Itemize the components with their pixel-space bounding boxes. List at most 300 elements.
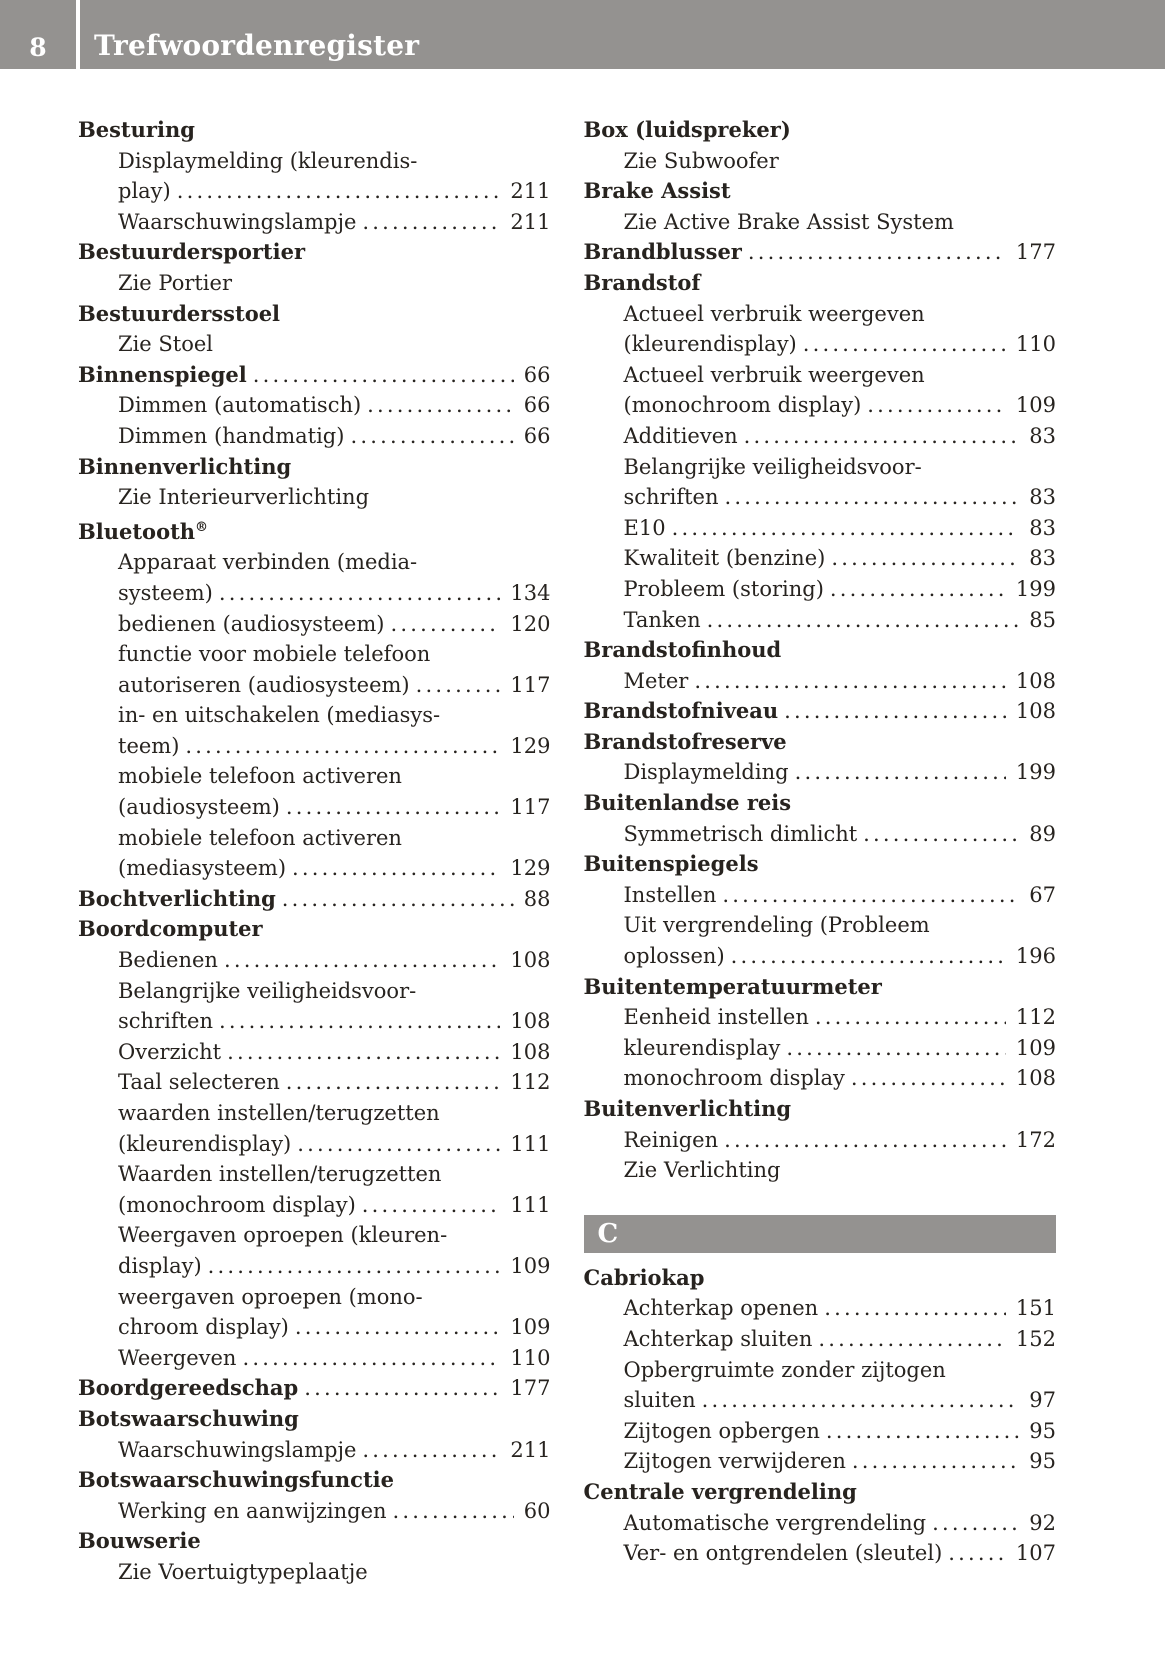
page-ref: 151 (1015, 1296, 1056, 1321)
index-headword (584, 1263, 1057, 1294)
dot-leader (748, 237, 1006, 268)
page-ref: 66 (523, 423, 551, 448)
entry-line (78, 1282, 551, 1313)
dot-leader (824, 1293, 1006, 1324)
entry-text: Displaymelding (623, 760, 789, 785)
dot-leader (707, 605, 1020, 636)
entry-text: display) (118, 1253, 202, 1278)
dot-leader (932, 1508, 1019, 1539)
dot-leader (786, 1033, 1006, 1064)
entry-line (584, 390, 1057, 421)
entry-text: bedienen (audiosysteem) (118, 611, 385, 636)
page-ref: 109 (510, 1315, 551, 1340)
entry-line (78, 360, 551, 391)
entry-line (78, 1006, 551, 1037)
index-headword (78, 237, 551, 268)
index-subentry (584, 452, 1057, 513)
dot-leader (416, 670, 501, 701)
entry-line (78, 452, 551, 483)
entry-text: Waarschuwingslampje (118, 1437, 357, 1462)
entry-text: Actueel verbruik weergeven (623, 362, 925, 387)
index-subentry (78, 1159, 551, 1220)
entry-line (78, 1220, 551, 1251)
page-ref: 67 (1029, 882, 1056, 907)
entry-text: Additieven (623, 423, 738, 448)
index-headword (78, 914, 551, 945)
entry-text: Waarden instellen/terugzetten (118, 1162, 442, 1187)
entry-line (584, 849, 1057, 880)
page-ref: 129 (510, 856, 551, 881)
index-headword (584, 1477, 1057, 1508)
index-headword (584, 727, 1057, 758)
section-letter-bar (584, 1215, 1057, 1253)
dot-leader (852, 1446, 1019, 1477)
entry-text: Belangrijke veiligheidsvoor- (623, 454, 922, 479)
entry-line (78, 1557, 551, 1588)
dot-leader (350, 421, 513, 452)
entry-line (584, 360, 1057, 391)
page-ref: 83 (1029, 485, 1056, 510)
entry-text: mobiele telefoon activeren (118, 764, 402, 789)
entry-text: waarden instellen/terugzetten (118, 1101, 440, 1125)
entry-text: Probleem (storing) (623, 576, 824, 601)
entry-line (78, 513, 551, 548)
index-subentry (584, 299, 1057, 360)
page-ref: 83 (1029, 546, 1056, 571)
index-subentry (78, 547, 551, 608)
entry-text: Binnenspiegel (78, 361, 247, 387)
index-subentry (78, 823, 551, 884)
page-ref: 111 (510, 1192, 551, 1217)
entry-line (78, 1129, 551, 1160)
page-ref: 66 (523, 393, 551, 418)
page-ref: 199 (1015, 760, 1056, 785)
dot-leader (177, 176, 501, 207)
entry-line (78, 1190, 551, 1221)
entry-text: Zie Voertuigtypeplaatje (118, 1559, 368, 1584)
entry-line (584, 972, 1057, 1003)
entry-text: chroom display) (118, 1315, 289, 1340)
entry-line (584, 115, 1057, 146)
page-ref: 134 (510, 580, 551, 605)
entry-line (78, 914, 551, 945)
dot-leader (851, 1063, 1006, 1094)
entry-text: systeem) (118, 580, 213, 605)
index-subentry (584, 360, 1057, 421)
index-subentry (78, 761, 551, 822)
registered-trademark-symbol: ® (195, 519, 209, 535)
index-headword (78, 299, 551, 330)
index-subentry (78, 421, 551, 452)
page-ref: 117 (510, 795, 551, 820)
entry-text: sluiten (623, 1388, 696, 1413)
entry-line (78, 421, 551, 452)
index-subentry (78, 1067, 551, 1098)
entry-text: Bochtverlichting (78, 885, 276, 911)
page-ref: 152 (1015, 1326, 1056, 1351)
index-subentry (584, 1446, 1057, 1477)
entry-line (584, 299, 1057, 330)
page-ref: 66 (523, 362, 551, 387)
entry-line (584, 237, 1057, 268)
entry-line (78, 1465, 551, 1496)
index-headword (584, 849, 1057, 880)
entry-text: Meter (623, 668, 689, 693)
index-subentry (584, 1508, 1057, 1539)
page-ref: 211 (510, 1437, 551, 1462)
entry-line (78, 146, 551, 177)
dot-leader (208, 1251, 501, 1282)
entry-line (78, 1037, 551, 1068)
index-subentry (584, 1538, 1057, 1569)
entry-text: Brandstofreserve (583, 728, 787, 754)
entry-line (584, 788, 1057, 819)
dot-leader (784, 696, 1006, 727)
entry-text: Brandblusser (583, 239, 742, 265)
entry-text: functie voor mobiele telefoon (118, 642, 431, 667)
entry-text: schriften (623, 485, 719, 510)
entry-text: Zie Interieurverlichting (118, 485, 370, 510)
entry-text: Botswaarschuwingsfunctie (78, 1467, 395, 1493)
entry-text: Displaymelding (kleurendis- (118, 148, 418, 173)
index-subentry (78, 268, 551, 299)
entry-line (78, 1098, 551, 1129)
entry-text: oplossen) (623, 944, 725, 969)
entry-text: Brandstofinhoud (583, 637, 782, 663)
dot-leader (818, 1324, 1006, 1355)
entry-line (78, 1251, 551, 1282)
entry-text: Achterkap sluiten (623, 1326, 813, 1351)
dot-leader (295, 1312, 501, 1343)
index-subentry (78, 390, 551, 421)
entry-line (78, 884, 551, 915)
entry-line (584, 207, 1057, 238)
index-subentry (584, 1355, 1057, 1416)
entry-line (584, 574, 1057, 605)
page-ref: 108 (1015, 699, 1056, 724)
index-headword (78, 360, 551, 391)
index-subentry (584, 207, 1057, 238)
page-ref: 95 (1029, 1449, 1056, 1474)
page-ref: 83 (1029, 515, 1056, 540)
entry-text: Brandstof (583, 269, 701, 295)
dot-leader (948, 1538, 1006, 1569)
index-subentry (584, 605, 1057, 636)
index-subentry (584, 1293, 1057, 1324)
index-headword (78, 1465, 551, 1496)
dot-leader (219, 578, 501, 609)
index-subentry (78, 1435, 551, 1466)
entry-line (78, 945, 551, 976)
entry-text: monochroom display (623, 1066, 845, 1091)
entry-line (584, 1538, 1057, 1569)
entry-line (584, 1508, 1057, 1539)
index-headword (584, 237, 1057, 268)
index-subentry (584, 666, 1057, 697)
entry-text: Dimmen (handmatig) (118, 423, 345, 448)
entry-text: Buitenlandse reis (583, 790, 792, 816)
page-title: Trefwoordenregister (94, 29, 420, 62)
dot-leader (286, 1067, 501, 1098)
entry-line (78, 761, 551, 792)
entry-line (78, 176, 551, 207)
entry-text: Bestuurdersportier (78, 239, 306, 265)
entry-line (584, 1355, 1057, 1386)
entry-text: Zijtogen verwijderen (623, 1449, 846, 1474)
index-headword (584, 1094, 1057, 1125)
index-subentry (584, 1125, 1057, 1156)
entry-text: Bedienen (118, 948, 218, 973)
index-subentry (584, 757, 1057, 788)
entry-line (584, 1263, 1057, 1294)
entry-text: Weergeven (118, 1345, 237, 1370)
entry-line (584, 1385, 1057, 1416)
index-subentry (584, 910, 1057, 971)
entry-line (78, 578, 551, 609)
entry-line (78, 976, 551, 1007)
index-headword (584, 268, 1057, 299)
entry-text: Buitenverlichting (583, 1096, 792, 1121)
entry-text: kleurendisplay (623, 1035, 781, 1060)
entry-line (78, 547, 551, 578)
dot-leader (731, 941, 1006, 972)
entry-text: E10 (623, 515, 666, 540)
entry-text: Buitentemperatuurmeter (583, 973, 882, 999)
entry-line (78, 1312, 551, 1343)
index-subentry (78, 482, 551, 513)
entry-text: Waarschuwingslampje (118, 209, 357, 234)
index-subentry (78, 976, 551, 1037)
entry-line (584, 1293, 1057, 1324)
index-headword (584, 176, 1057, 207)
entry-text: Binnenverlichting (78, 453, 292, 479)
dot-leader (744, 421, 1020, 452)
dot-leader (242, 1343, 500, 1374)
index-subentry (584, 1416, 1057, 1447)
entry-text: Achterkap openen (623, 1296, 819, 1321)
entry-text: Zie Subwoofer (623, 148, 779, 173)
index-subentry (584, 880, 1057, 911)
dot-leader (286, 792, 501, 823)
index-subentry (78, 1282, 551, 1343)
entry-text: Instellen (623, 882, 717, 907)
entry-line (584, 666, 1057, 697)
index-subentry (78, 609, 551, 640)
dot-leader (702, 1385, 1020, 1416)
entry-text: Weergaven oproepen (kleuren- (118, 1223, 448, 1248)
page-ref: 107 (1015, 1541, 1056, 1566)
dot-leader (224, 945, 500, 976)
entry-text: Tanken (623, 607, 701, 632)
page-ref: 172 (1015, 1127, 1056, 1152)
entry-text: play) (118, 179, 171, 204)
index-headword (584, 696, 1057, 727)
entry-line (584, 1094, 1057, 1125)
entry-text: Zie Portier (118, 270, 232, 295)
entry-line (584, 452, 1057, 483)
page-ref: 112 (510, 1070, 551, 1095)
entry-line (584, 421, 1057, 452)
entry-line (78, 1343, 551, 1374)
page-ref: 117 (510, 672, 551, 697)
entry-line (584, 482, 1057, 513)
page-ref: 92 (1029, 1510, 1056, 1535)
dot-leader (304, 1373, 500, 1404)
entry-line (584, 329, 1057, 360)
entry-text: (mediasysteem) (118, 856, 287, 881)
entry-line (78, 700, 551, 731)
index-subentry (78, 1037, 551, 1068)
dot-leader (253, 360, 514, 391)
entry-text: Zie Stoel (118, 332, 214, 357)
index-subentry (584, 1033, 1057, 1064)
entry-line (78, 237, 551, 268)
entry-text: Besturing (78, 117, 195, 142)
dot-leader (803, 329, 1006, 360)
entry-text: (kleurendisplay) (118, 1131, 292, 1156)
page-ref: 108 (1015, 1066, 1056, 1091)
dot-leader (867, 390, 1006, 421)
index-headword (584, 972, 1057, 1003)
entry-text: Zijtogen opbergen (623, 1418, 820, 1443)
entry-line (78, 299, 551, 330)
entry-line (584, 513, 1057, 544)
entry-line (584, 268, 1057, 299)
entry-line (78, 1159, 551, 1190)
entry-text: Reinigen (623, 1127, 719, 1152)
index-subentry (584, 1324, 1057, 1355)
dot-leader (831, 543, 1019, 574)
index-subentry (584, 1063, 1057, 1094)
entry-text: Opbergruimte zonder zijtogen (623, 1357, 946, 1382)
entry-line (78, 639, 551, 670)
dot-leader (815, 1002, 1006, 1033)
page-ref: 120 (510, 611, 551, 636)
dot-leader (672, 513, 1020, 544)
index-subentry (78, 329, 551, 360)
entry-line (584, 727, 1057, 758)
entry-line (584, 1002, 1057, 1033)
index-subentry (78, 945, 551, 976)
entry-line (584, 1416, 1057, 1447)
entry-text: Zie Verlichting (623, 1158, 781, 1183)
entry-text: schriften (118, 1009, 213, 1034)
entry-text: mobiele telefoon activeren (118, 825, 402, 850)
index-subentry (584, 513, 1057, 544)
page-ref: 83 (1029, 423, 1056, 448)
dot-leader (393, 1496, 514, 1527)
index-subentry (78, 207, 551, 238)
entry-text: Ver- en ontgrendelen (sleutel) (623, 1541, 943, 1566)
entry-line (78, 390, 551, 421)
page-ref: 109 (510, 1253, 551, 1278)
entry-text: Bouwserie (78, 1528, 201, 1554)
entry-text: Centrale vergrendeling (583, 1478, 857, 1504)
index-headword (584, 115, 1057, 146)
page-ref: 110 (1015, 332, 1056, 357)
entry-line (78, 1373, 551, 1404)
dot-leader (282, 884, 514, 915)
index-subentry (78, 639, 551, 700)
entry-text: Apparaat verbinden (media- (118, 550, 418, 575)
entry-line (584, 819, 1057, 850)
entry-line (584, 1155, 1057, 1186)
index-subentry (584, 1002, 1057, 1033)
index-column-left (78, 115, 551, 1588)
dot-leader (362, 1190, 501, 1221)
dot-leader (390, 609, 500, 640)
index-headword (78, 1404, 551, 1435)
index-column-right (584, 115, 1057, 1588)
entry-line (78, 207, 551, 238)
page-ref: 109 (1015, 1035, 1056, 1060)
entry-line (78, 670, 551, 701)
index-headword (78, 1526, 551, 1557)
entry-text: Symmetrisch dimlicht (623, 821, 858, 846)
page-header-bar (0, 0, 1165, 69)
entry-line (584, 1125, 1057, 1156)
page-ref: 196 (1015, 944, 1056, 969)
page-ref: 60 (523, 1498, 551, 1523)
page-ref: 112 (1015, 1005, 1056, 1030)
entry-text: Belangrijke veiligheidsvoor- (118, 978, 417, 1003)
index-subentry (584, 421, 1057, 452)
entry-line (78, 853, 551, 884)
page-ref: 108 (510, 1009, 551, 1034)
entry-line (584, 176, 1057, 207)
entry-text: Kwaliteit (benzine) (623, 546, 826, 571)
dot-leader (795, 757, 1006, 788)
index-subentry (584, 819, 1057, 850)
entry-line (584, 605, 1057, 636)
index-subentry (78, 146, 551, 207)
entry-line (78, 482, 551, 513)
entry-line (78, 268, 551, 299)
entry-line (584, 1324, 1057, 1355)
entry-line (78, 609, 551, 640)
entry-text: Brandstofniveau (583, 698, 779, 724)
index-headword (78, 115, 551, 146)
entry-line (78, 1404, 551, 1435)
index-headword (584, 788, 1057, 819)
entry-text: Botswaarschuwing (78, 1405, 299, 1431)
entry-line (78, 1067, 551, 1098)
entry-text: Automatische vergrendeling (623, 1510, 927, 1535)
entry-text: (monochroom display) (623, 393, 862, 418)
index-headword (78, 452, 551, 483)
page-number: 8 (29, 33, 47, 62)
index-subentry (78, 1098, 551, 1159)
index-headword (78, 513, 551, 548)
index-headword (584, 635, 1057, 666)
index-headword (78, 1373, 551, 1404)
page-ref: 199 (1015, 576, 1056, 601)
page-ref: 108 (510, 948, 551, 973)
section-letter: C (597, 1218, 619, 1249)
entry-text: (kleurendisplay) (623, 332, 797, 357)
index-subentry (78, 1496, 551, 1527)
page-ref: 211 (510, 179, 551, 204)
dot-leader (219, 1006, 500, 1037)
dot-leader (367, 390, 514, 421)
dot-leader (297, 1129, 500, 1160)
index-subentry (584, 574, 1057, 605)
entry-text: in- en uitschakelen (mediasys- (118, 703, 441, 728)
page-ref: 97 (1029, 1388, 1056, 1413)
dot-leader (362, 207, 500, 238)
entry-text: Buitenspiegels (583, 851, 759, 877)
entry-text: Bluetooth® (78, 518, 209, 544)
